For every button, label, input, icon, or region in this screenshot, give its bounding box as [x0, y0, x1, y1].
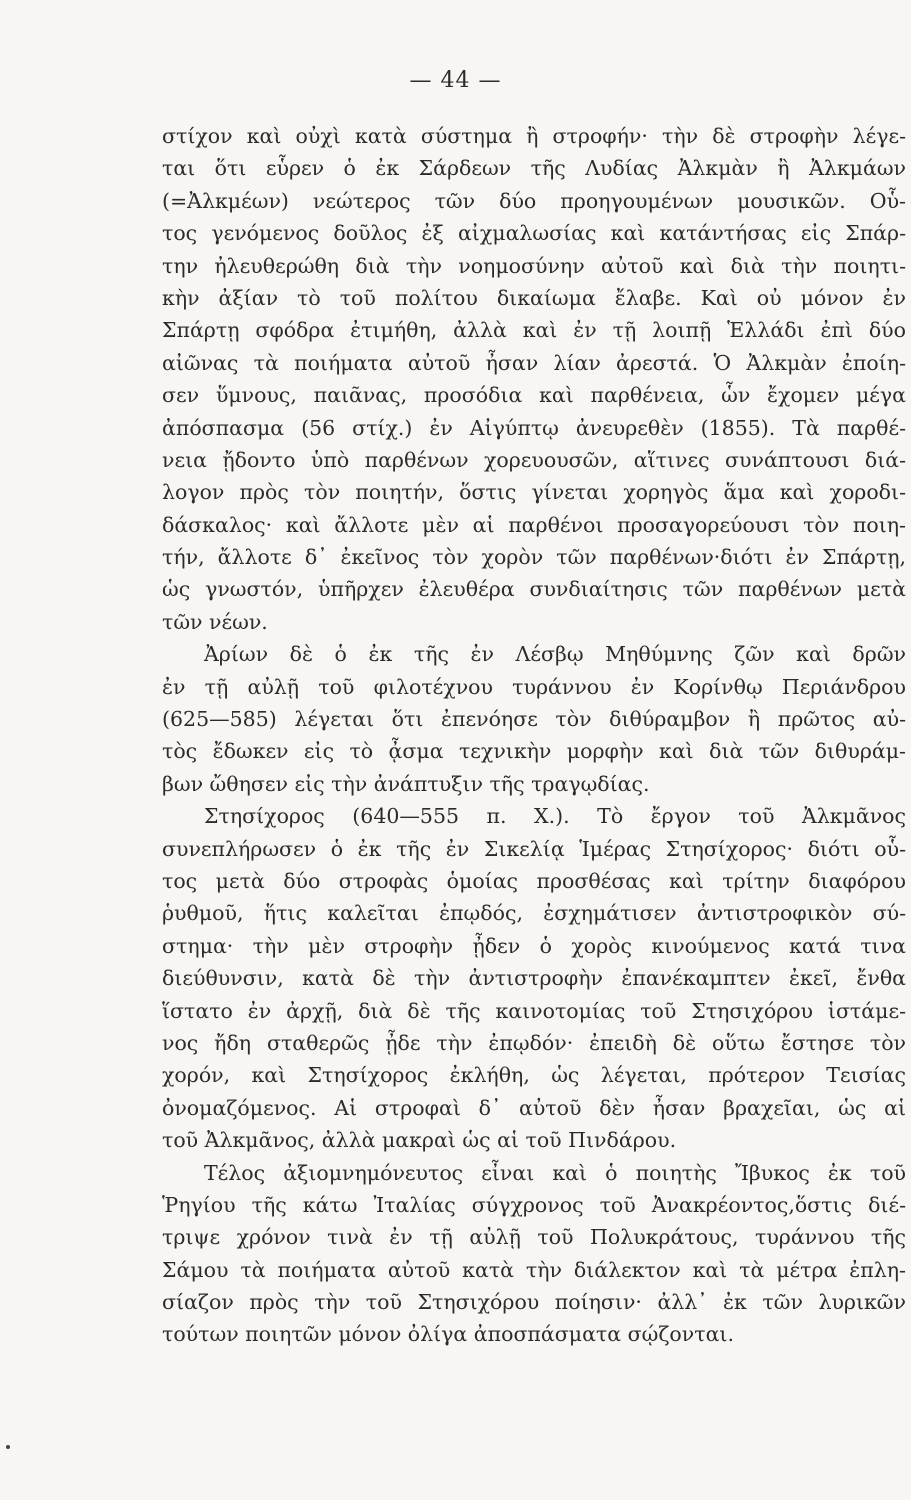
text-line: δάσκαλος· καὶ ἄλλοτε μὲν αἱ παρθένοι προσαγορεύουσι τὸν ποιη-	[162, 512, 906, 537]
text-line: (=Ἀλκμέων) νεώτερος τῶν δύο προηγουμένων μουσικῶν. Οὗ-	[162, 188, 906, 213]
text-line: νεια ᾔδοντο ὑπὸ παρθένων χορευουσῶν, αἵτινες συνάπτουσι διά-	[162, 447, 906, 472]
text-line: διεύθυνσιν, κατὰ δὲ τὴν ἀντιστροφὴν ἐπανέκαμπτεν ἐκεῖ, ἔνθα	[162, 966, 906, 991]
text-line: Ῥηγίου τῆς κάτω Ἰταλίας σύγχρονος τοῦ Ἀνακρέοντος,ὅστις διέ-	[162, 1192, 906, 1217]
text-line: βων ὤθησεν εἰς τὴν ἀνάπτυξιν τῆς τραγῳδίας.	[162, 771, 650, 796]
text-line: χορόν, καὶ Στησίχορος ἐκλήθη, ὡς λέγεται, πρότερον Τεισίας	[162, 1063, 906, 1088]
text-line: τὸς ἔδωκεν εἰς τὸ ᾆσμα τεχνικὴν μορφὴν καὶ διὰ τῶν διθυράμ-	[162, 739, 906, 764]
text-line: ὀνομαζόμενος. Αἱ στροφαὶ δ᾽ αὐτοῦ δὲν ἦσαν βραχεῖαι, ὡς αἱ	[162, 1095, 906, 1120]
text-line: τριψε χρόνον τινὰ ἐν τῇ αὐλῇ τοῦ Πολυκράτους, τυράννου τῆς	[162, 1225, 906, 1250]
paragraph-start-line: Ἀρίων δὲ ὁ ἐκ τῆς ἐν Λέσβῳ Μηθύμνης ζῶν καὶ δρῶν	[204, 642, 906, 667]
paragraph-start-line: Στησίχορος (640—555 π. Χ.). Τὸ ἔργον τοῦ Ἀλκμᾶνος	[204, 804, 906, 829]
text-line: αἰῶνας τὰ ποιήματα αὐτοῦ ἦσαν λίαν ἀρεστά. Ὁ Ἀλκμὰν ἐποίη-	[162, 350, 906, 375]
paragraph-start-line: Τέλος ἀξιομνημόνευτος εἶναι καὶ ὁ ποιητὴς Ἴβυκος ἐκ τοῦ	[204, 1160, 906, 1185]
text-line: τος γενόμενος δοῦλος ἐξ αἰχμαλωσίας καὶ κατάντήσας εἰς Σπάρ-	[162, 221, 906, 246]
text-line: τοῦ Ἀλκμᾶνος, ἀλλὰ μακραὶ ὡς αἱ τοῦ Πινδάρου.	[162, 1128, 677, 1153]
ink-speck	[6, 1445, 10, 1449]
page-number: — 44 —	[409, 68, 502, 93]
text-line: σεν ὕμνους, παιᾶνας, προσόδια καὶ παρθένεια, ὧν ἔχομεν μέγα	[162, 383, 906, 408]
text-line: τήν, ἄλλοτε δ᾽ ἐκεῖνος τὸν χορὸν τῶν παρθένων·διότι ἐν Σπάρτῃ,	[162, 545, 906, 570]
text-line: νος ἤδη σταθερῶς ᾖδε τὴν ἐπῳδόν· ἐπειδὴ δὲ οὕτω ἔστησε τὸν	[162, 1030, 906, 1055]
text-line: τούτων ποιητῶν μόνον ὀλίγα ἀποσπάσματα σῴζονται.	[162, 1322, 734, 1347]
text-line: στημα· τὴν μὲν στροφὴν ᾖδεν ὁ χορὸς κινούμενος κατά τινα	[162, 933, 906, 958]
body-text	[162, 120, 906, 1351]
text-line: στίχον καὶ οὐχὶ κατὰ σύστημα ἢ στροφήν· τὴν δὲ στροφὴν λέγε-	[162, 124, 906, 148]
text-line: συνεπλήρωσεν ὁ ἐκ τῆς ἐν Σικελίᾳ Ἱμέρας Στησίχορος· διότι οὗ-	[162, 836, 906, 861]
text-line: τῶν νέων.	[162, 609, 268, 634]
text-line: ἵστατο ἐν ἀρχῇ, διὰ δὲ τῆς καινοτομίας τοῦ Στησιχόρου ἱστάμε-	[162, 998, 906, 1023]
text-line: λογον πρὸς τὸν ποιητήν, ὅστις γίνεται χορηγὸς ἅμα καὶ χοροδι-	[162, 480, 906, 505]
text-line: ὡς γνωστόν, ὑπῆρχεν ἐλευθέρα συνδιαίτησις τῶν παρθένων μετὰ	[162, 577, 906, 602]
text-line: (625—585) λέγεται ὅτι ἐπενόησε τὸν διθύραμβον ἢ πρῶτος αὐ-	[162, 707, 906, 732]
text-line: ἐν τῇ αὐλῇ τοῦ φιλοτέχνου τυράννου ἐν Κορίνθῳ Περιάνδρου	[162, 674, 906, 699]
text-line: ῥυθμοῦ, ἥτις καλεῖται ἐπῳδός, ἐσχημάτισεν ἀντιστροφικὸν σύ-	[162, 901, 906, 926]
text-line: ἀπόσπασμα (56 στίχ.) ἐν Αἰγύπτῳ ἀνευρεθὲν (1855). Τὰ παρθέ-	[162, 415, 906, 440]
text-line: ται ὅτι εὗρεν ὁ ἐκ Σάρδεων τῆς Λυδίας Ἀλκμὰν ἢ Ἀλκμάων	[162, 156, 906, 181]
text-line: Σάμου τὰ ποιήματα αὐτοῦ κατὰ τὴν διάλεκτον καὶ τὰ μέτρα ἐπλη-	[162, 1257, 906, 1282]
text-line: κὴν ἀξίαν τὸ τοῦ πολίτου δικαίωμα ἔλαβε. Καὶ οὐ μόνον ἐν	[162, 285, 906, 310]
text-line: την ἠλευθερώθη διὰ τὴν νοημοσύνην αὐτοῦ καὶ διὰ τὴν ποιητι-	[162, 253, 906, 278]
text-line: Σπάρτῃ σφόδρα ἐτιμήθη, ἀλλὰ καὶ ἐν τῇ λοιπῇ Ἑλλάδι ἐπὶ δύο	[162, 318, 906, 343]
text-line: τος μετὰ δύο στροφὰς ὁμοίας προσθέσας καὶ τρίτην διαφόρου	[162, 868, 906, 893]
text-line: σίαζον πρὸς τὴν τοῦ Στησιχόρου ποίησιν· ἀλλ᾽ ἐκ τῶν λυρικῶν	[162, 1290, 906, 1315]
